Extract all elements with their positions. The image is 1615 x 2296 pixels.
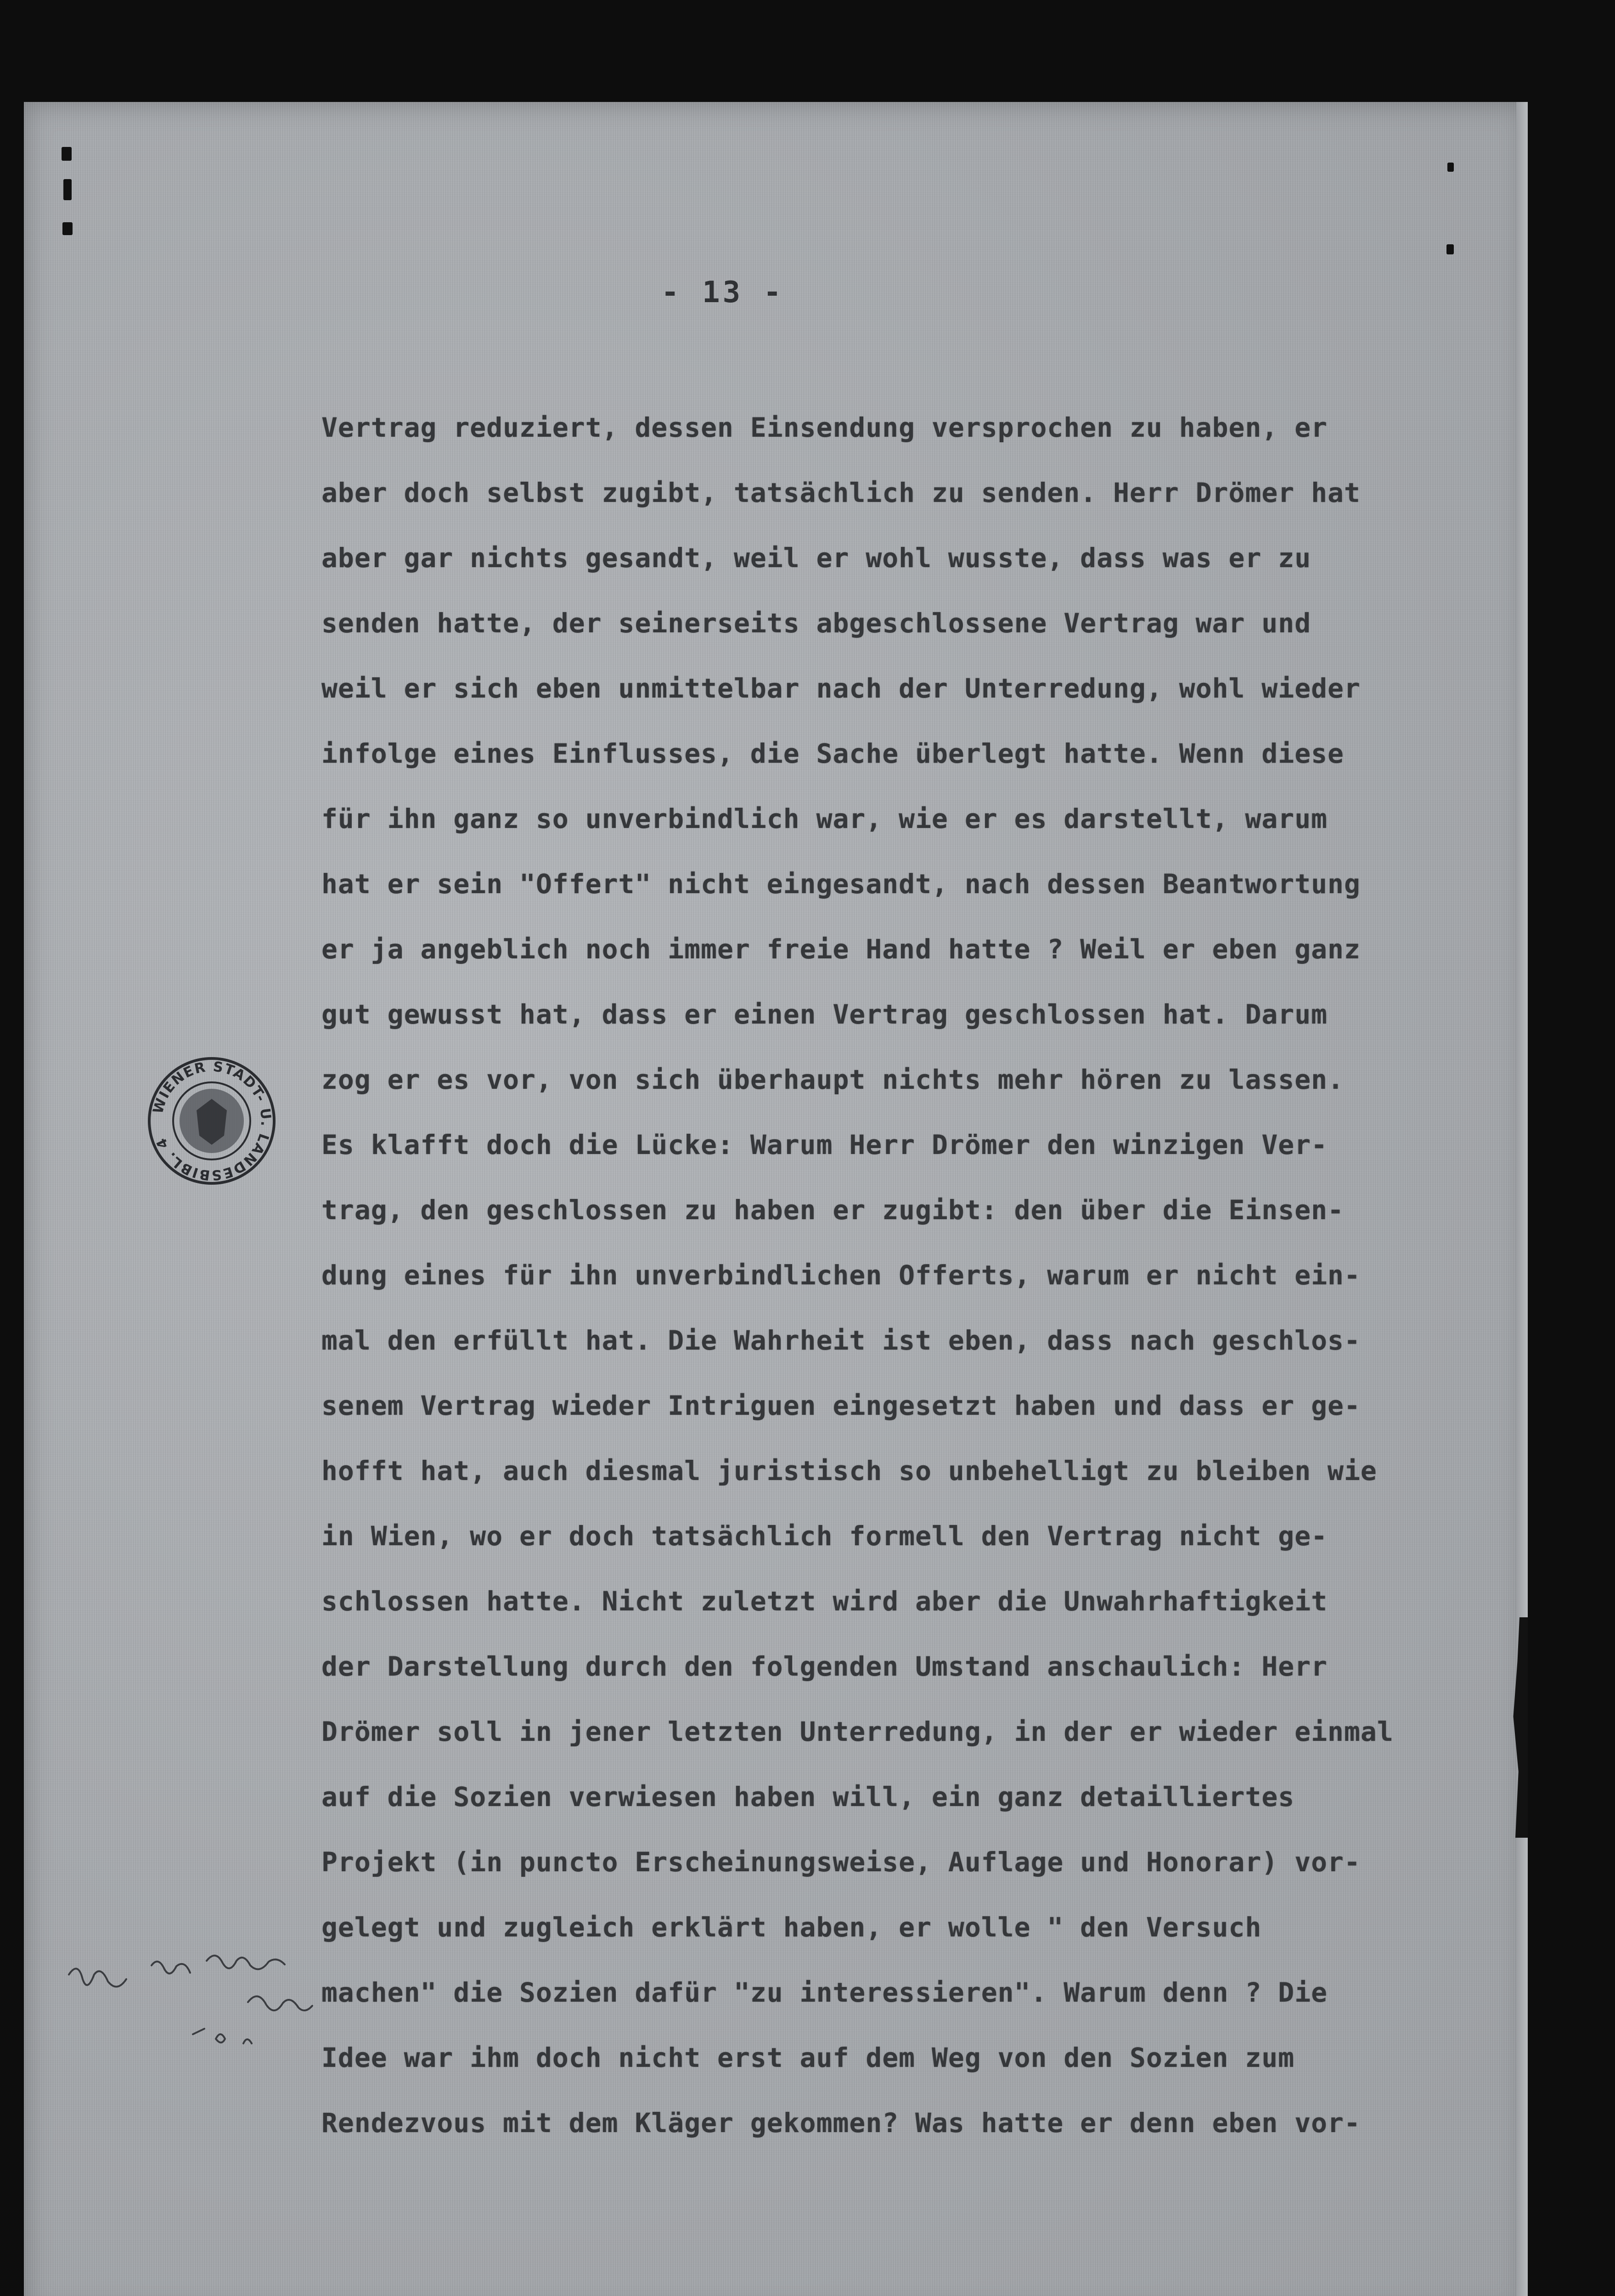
punch-hole-mark [63,179,72,200]
text-line: gut gewusst hat, dass er einen Vertrag geschlossen hat. Darum [321,999,1328,1030]
text-line: hofft hat, auch diesmal juristisch so unbehelligt zu bleiben wie [321,1455,1377,1486]
punch-hole-mark [62,147,72,161]
punch-hole-mark [1447,163,1454,172]
text-line: Es klafft doch die Lücke: Warum Herr Drömer den winzigen Ver- [321,1129,1328,1160]
punch-hole-mark [62,222,73,235]
text-line: senem Vertrag wieder Intriguen eingesetzt haben und dass er ge- [321,1390,1361,1421]
text-line: Projekt (in puncto Erscheinungsweise, Auflage und Honorar) vor- [321,1846,1361,1878]
text-line: senden hatte, der seinerseits abgeschlossene Vertrag war und [321,608,1311,639]
library-stamp [146,1055,277,1187]
text-line: infolge eines Einflusses, die Sache überlegt hatte. Wenn diese [321,738,1344,769]
text-line: gelegt und zugleich erklärt haben, er wolle " den Versuch [321,1912,1262,1943]
text-line: aber gar nichts gesandt, weil er wohl wusste, dass was er zu [321,542,1311,574]
text-line: Rendezvous mit dem Kläger gekommen? Was hatte er denn eben vor- [321,2107,1361,2138]
text-line: in Wien, wo er doch tatsächlich formell den Vertrag nicht ge- [321,1520,1328,1552]
text-line: schlossen hatte. Nicht zuletzt wird aber die Unwahrhaftigkeit [321,1586,1328,1617]
text-line: mal den erfüllt hat. Die Wahrheit ist eben, dass nach geschlos- [321,1325,1361,1356]
page-fold-edge [1516,102,1528,2296]
text-line: der Darstellung durch den folgenden Umstand anschaulich: Herr [321,1651,1328,1682]
text-line: hat er sein "Offert" nicht eingesandt, nach dessen Beantwortung [321,868,1361,900]
text-line: zog er es vor, von sich überhaupt nichts mehr hören zu lassen. [321,1064,1344,1095]
text-line: Vertrag reduziert, dessen Einsendung versprochen zu haben, er [321,412,1328,443]
page-number: - 13 - [661,276,784,310]
text-line: dung eines für ihn unverbindlichen Offerts, warum er nicht ein- [321,1260,1361,1291]
text-line: aber doch selbst zugibt, tatsächlich zu senden. Herr Drömer hat [321,477,1361,508]
punch-hole-mark [1446,244,1454,254]
stamp-text: WIENER STADT- U. LANDESBIBL. 4 [150,1058,274,1183]
text-line: er ja angeblich noch immer freie Hand hatte ? Weil er eben ganz [321,934,1361,965]
handwritten-margin-note [55,1947,340,2140]
text-line: weil er sich eben unmittelbar nach der Unterredung, wohl wieder [321,673,1361,704]
text-line: Idee war ihm doch nicht erst auf dem Weg von den Sozien zum [321,2042,1295,2073]
text-line: trag, den geschlossen zu haben er zugibt: den über die Einsen- [321,1194,1344,1226]
text-line: für ihn ganz so unverbindlich war, wie er es darstellt, warum [321,803,1328,834]
text-line: machen" die Sozien dafür "zu interessieren". Warum denn ? Die [321,1977,1328,2008]
text-line: auf die Sozien verwiesen haben will, ein ganz detailliertes [321,1781,1295,1812]
typewritten-body [321,395,1497,2155]
text-line: Drömer soll in jener letzten Unterredung, in der er wieder einmal [321,1716,1394,1747]
